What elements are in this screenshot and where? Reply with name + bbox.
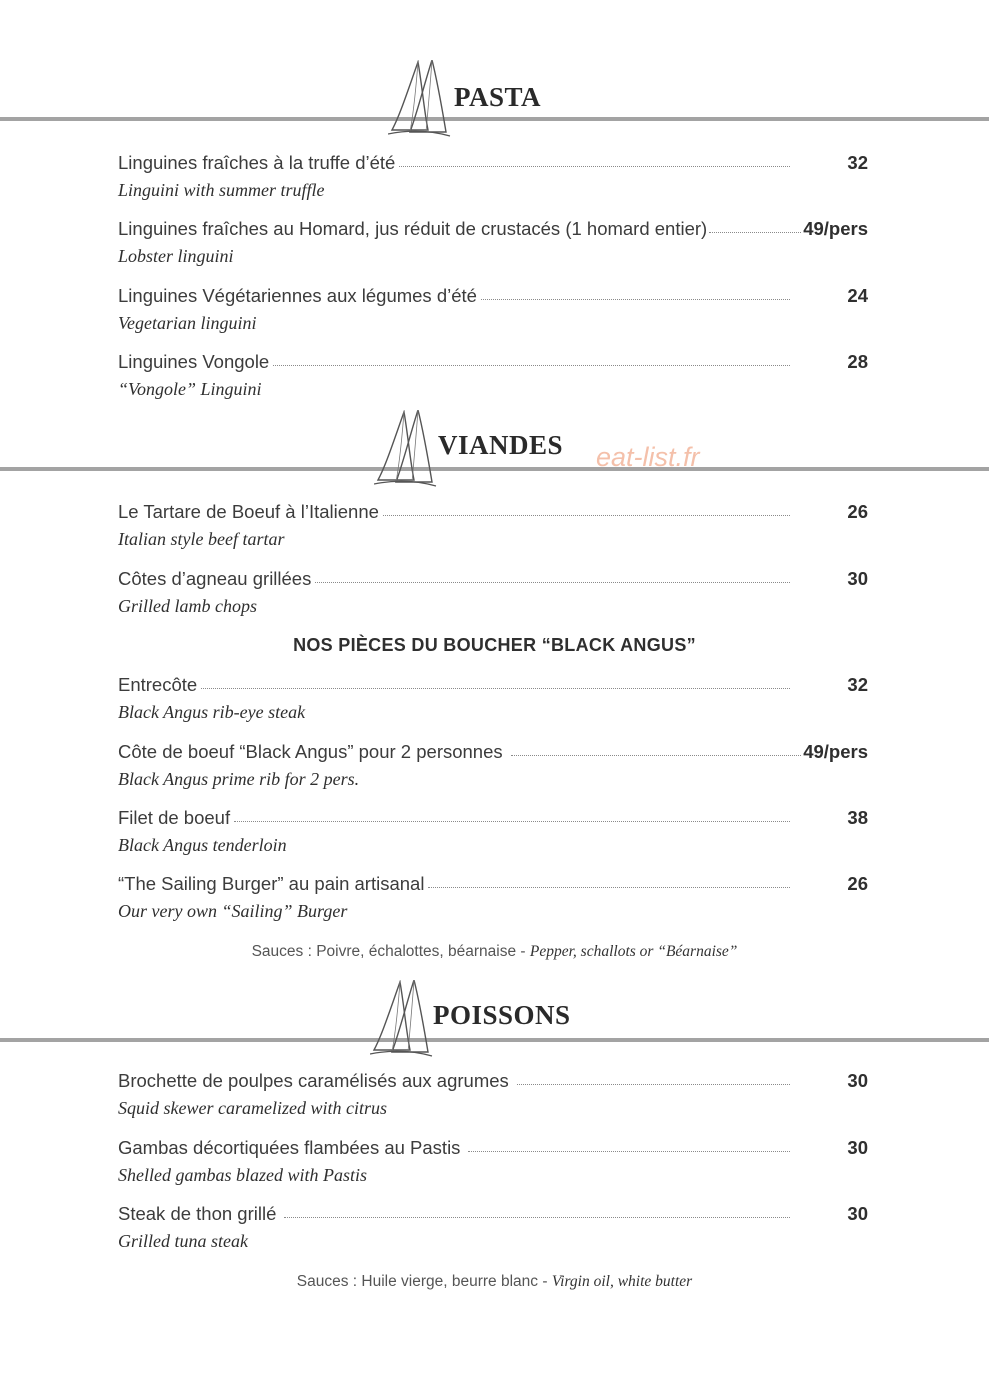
sauces-en: Virgin oil, white butter: [551, 1273, 693, 1290]
menu-item: [118, 351, 868, 400]
watermark: eat-list.fr: [596, 442, 700, 472]
item-name-fr: Linguines Vongole: [118, 351, 270, 372]
leader-dots: [709, 218, 801, 233]
item-name-fr: Filet de boeuf: [118, 807, 231, 828]
item-name-fr: Côtes d’agneau grillées: [118, 568, 312, 589]
menu-item: [118, 218, 868, 267]
menu-item: [118, 152, 868, 201]
menu-item: [118, 1137, 868, 1186]
menu-item: [118, 568, 868, 617]
item-name-fr: Steak de thon grillé: [118, 1203, 277, 1224]
section-title-pasta: PASTA: [450, 82, 545, 113]
section-title-poissons: POISSONS: [429, 1000, 575, 1031]
sailboat-icon: [370, 980, 434, 1058]
menu-item: [118, 807, 868, 856]
leader-dots: [481, 285, 790, 300]
item-price: 38: [847, 807, 868, 828]
sailboat-icon: [374, 410, 438, 488]
leader-dots: [383, 501, 790, 516]
section-rule: [0, 117, 989, 121]
sauces-note: [0, 943, 989, 961]
item-name-en: Grilled lamb chops: [118, 596, 257, 616]
section-title-viandes: VIANDES: [434, 430, 567, 461]
subsection-title: NOS PIÈCES DU BOUCHER “BLACK ANGUS”: [293, 635, 696, 655]
section-header-poissons: [0, 978, 989, 1058]
section-rule: [0, 467, 989, 471]
item-price: 30: [847, 1203, 868, 1224]
leader-dots: [511, 741, 802, 756]
item-price: 30: [847, 568, 868, 589]
section-rule: [0, 1038, 989, 1042]
leader-dots: [428, 873, 790, 888]
section-header-pasta: [0, 58, 989, 138]
sauces-fr: Sauces : Huile vierge, beurre blanc: [296, 1273, 539, 1290]
item-name-fr: Entrecôte: [118, 674, 198, 695]
item-name-fr: Linguines fraîches à la truffe d’été: [118, 152, 396, 173]
sauces-en: Pepper, schallots or “Béarnaise”: [529, 943, 738, 960]
sauces-note: [0, 1273, 989, 1291]
item-name-en: Our very own “Sailing” Burger: [118, 901, 348, 921]
item-name-en: Linguini with summer truffle: [118, 180, 325, 200]
item-name-en: Italian style beef tartar: [118, 529, 285, 549]
item-name-en: Black Angus rib-eye steak: [118, 702, 306, 722]
leader-dots: [284, 1203, 790, 1218]
sailboat-icon: [388, 60, 452, 138]
item-price: 24: [847, 285, 868, 306]
item-price: 49/pers: [803, 741, 868, 762]
item-name-en: Lobster linguini: [118, 246, 234, 266]
menu-item: [118, 873, 868, 922]
leader-dots: [315, 568, 790, 583]
leader-dots: [399, 152, 790, 167]
item-name-en: Grilled tuna steak: [118, 1231, 248, 1251]
item-name-fr: Linguines Végétariennes aux légumes d’été: [118, 285, 477, 306]
menu-item: [118, 674, 868, 723]
item-name-fr: Linguines fraîches au Homard, jus réduit de crustacés (1 homard entier): [118, 218, 708, 239]
item-name-en: Shelled gambas blazed with Pastis: [118, 1165, 367, 1185]
leader-dots: [201, 674, 790, 689]
item-name-fr: Gambas décortiquées flambées au Pastis: [118, 1137, 461, 1158]
menu-item: [118, 741, 868, 790]
item-name-en: Black Angus prime rib for 2 pers.: [118, 769, 360, 789]
item-name-en: “Vongole” Linguini: [118, 379, 262, 399]
separator: -: [520, 943, 526, 960]
item-price: 30: [847, 1137, 868, 1158]
leader-dots: [517, 1070, 790, 1085]
menu-item: [118, 501, 868, 550]
item-name-fr: Côte de boeuf “Black Angus” pour 2 personnes: [118, 741, 503, 762]
item-price: 26: [847, 501, 868, 522]
item-price: 26: [847, 873, 868, 894]
item-name-en: Vegetarian linguini: [118, 313, 257, 333]
menu-item: [118, 285, 868, 334]
leader-dots: [468, 1137, 790, 1152]
section-header-viandes: [0, 408, 989, 488]
item-price: 30: [847, 1070, 868, 1091]
item-price: 32: [847, 674, 868, 695]
item-name-en: Black Angus tenderloin: [118, 835, 287, 855]
item-name-fr: Brochette de poulpes caramélisés aux agrumes: [118, 1070, 509, 1091]
menu-item: [118, 1203, 868, 1252]
item-price: 49/pers: [803, 218, 868, 239]
leader-dots: [234, 807, 790, 822]
separator: -: [542, 1273, 548, 1290]
sauces-fr: Sauces : Poivre, échalottes, béarnaise: [251, 943, 517, 960]
item-price: 32: [847, 152, 868, 173]
leader-dots: [273, 351, 790, 366]
item-name-fr: Le Tartare de Boeuf à l’Italienne: [118, 501, 379, 522]
item-price: 28: [847, 351, 868, 372]
item-name-fr: “The Sailing Burger” au pain artisanal: [118, 873, 425, 894]
menu-item: [118, 1070, 868, 1119]
item-name-en: Squid skewer caramelized with citrus: [118, 1098, 387, 1118]
